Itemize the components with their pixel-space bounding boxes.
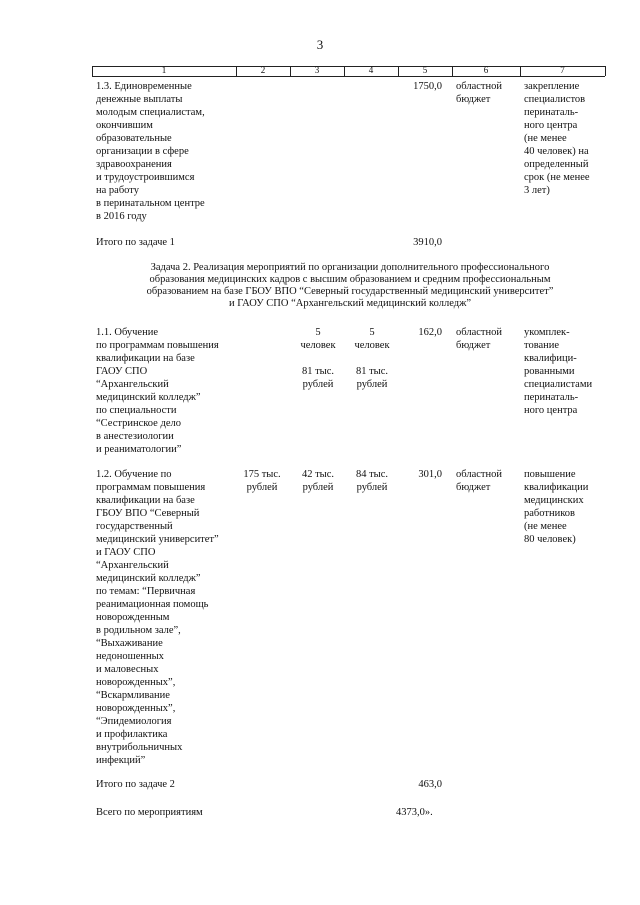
row-1-3-result: закрепление специалистов перинаталь- ного центра (не менее 40 человек) на определенный срок (не менее 3 лет) xyxy=(524,81,590,196)
total-task-2-value: 463,0 xyxy=(418,779,442,790)
row-1-3-source: областной бюджет xyxy=(456,81,502,105)
total-task-1-value: 3910,0 xyxy=(413,237,442,248)
row-1-1-total: 162,0 xyxy=(418,327,442,338)
row-1-3-total: 1750,0 xyxy=(413,81,442,92)
row-1-1-result: укомплек- тование квалифици- рованными специалистами перинаталь- ного центра xyxy=(524,327,593,416)
row-1-2-source: областной бюджет xyxy=(456,469,502,493)
column-number: 4 xyxy=(368,65,374,75)
row-1-1-year-2: 5 человек 81 тыс. рублей xyxy=(300,327,336,390)
task-2-title: Задача 2. Реализация мероприятий по организации дополнительного профессионального образования медицинских кадров с высшим образованием и средним профессиональным образованием на базе ГБОУ ВПО “Северный государственный медицинский университет” и ГАОУ СПО “Архангельский медицинский колледж” xyxy=(146,262,554,309)
total-task-1-label: Итого по задаче 1 xyxy=(96,237,175,248)
total-task-2-label: Итого по задаче 2 xyxy=(96,779,175,790)
row-1-2-year-3: 84 тыс. рублей xyxy=(355,469,389,493)
grand-total-value: 4373,0». xyxy=(396,807,433,818)
column-number: 1 xyxy=(161,65,167,75)
row-1-1-activity: 1.1. Обучение по программам повышения квалификации на базе ГАОУ СПО “Архангельский медицинский колледж” по специальности “Сестринское дело в анестезиологии и реаниматологии” xyxy=(96,327,219,455)
row-1-1-source: областной бюджет xyxy=(456,327,502,351)
row-1-2-result: повышение квалификации медицинских работников (не менее 80 человек) xyxy=(524,469,589,545)
row-1-2-year-1: 175 тыс. рублей xyxy=(243,469,281,493)
row-1-2-year-2: 42 тыс. рублей xyxy=(301,469,335,493)
column-number: 3 xyxy=(314,65,320,75)
col-divider xyxy=(605,66,606,76)
grand-total-label: Всего по мероприятиям xyxy=(96,807,203,818)
row-1-2-activity: 1.2. Обучение по программам повышения квалификации на базе ГБОУ ВПО “Северный государственный медицинский университет” и ГАОУ СПО “Архангельский медицинский колледж” по темам: “Первичная реанимационная помощь новорожденным в родильном зале”, “Выхаживание недоношенных и маловесных новорожденных”, “Вскармливание новорожденных”, “Эпидемиология и профилактика внутрибольничных инфекций” xyxy=(96,469,219,766)
page-number: 3 xyxy=(316,37,324,52)
row-1-1-year-3: 5 человек 81 тыс. рублей xyxy=(354,327,390,390)
row-1-2-total: 301,0 xyxy=(418,469,442,480)
row-1-3-activity: 1.3. Единовременные денежные выплаты молодым специалистам, окончившим образовательные организации в сфере здравоохранения и трудоустроившимся на работу в перинатальном центре в 2016 году xyxy=(96,81,205,222)
column-number: 5 xyxy=(422,65,428,75)
column-number: 2 xyxy=(260,65,266,75)
column-number: 7 xyxy=(560,65,565,75)
column-number: 6 xyxy=(483,65,489,75)
